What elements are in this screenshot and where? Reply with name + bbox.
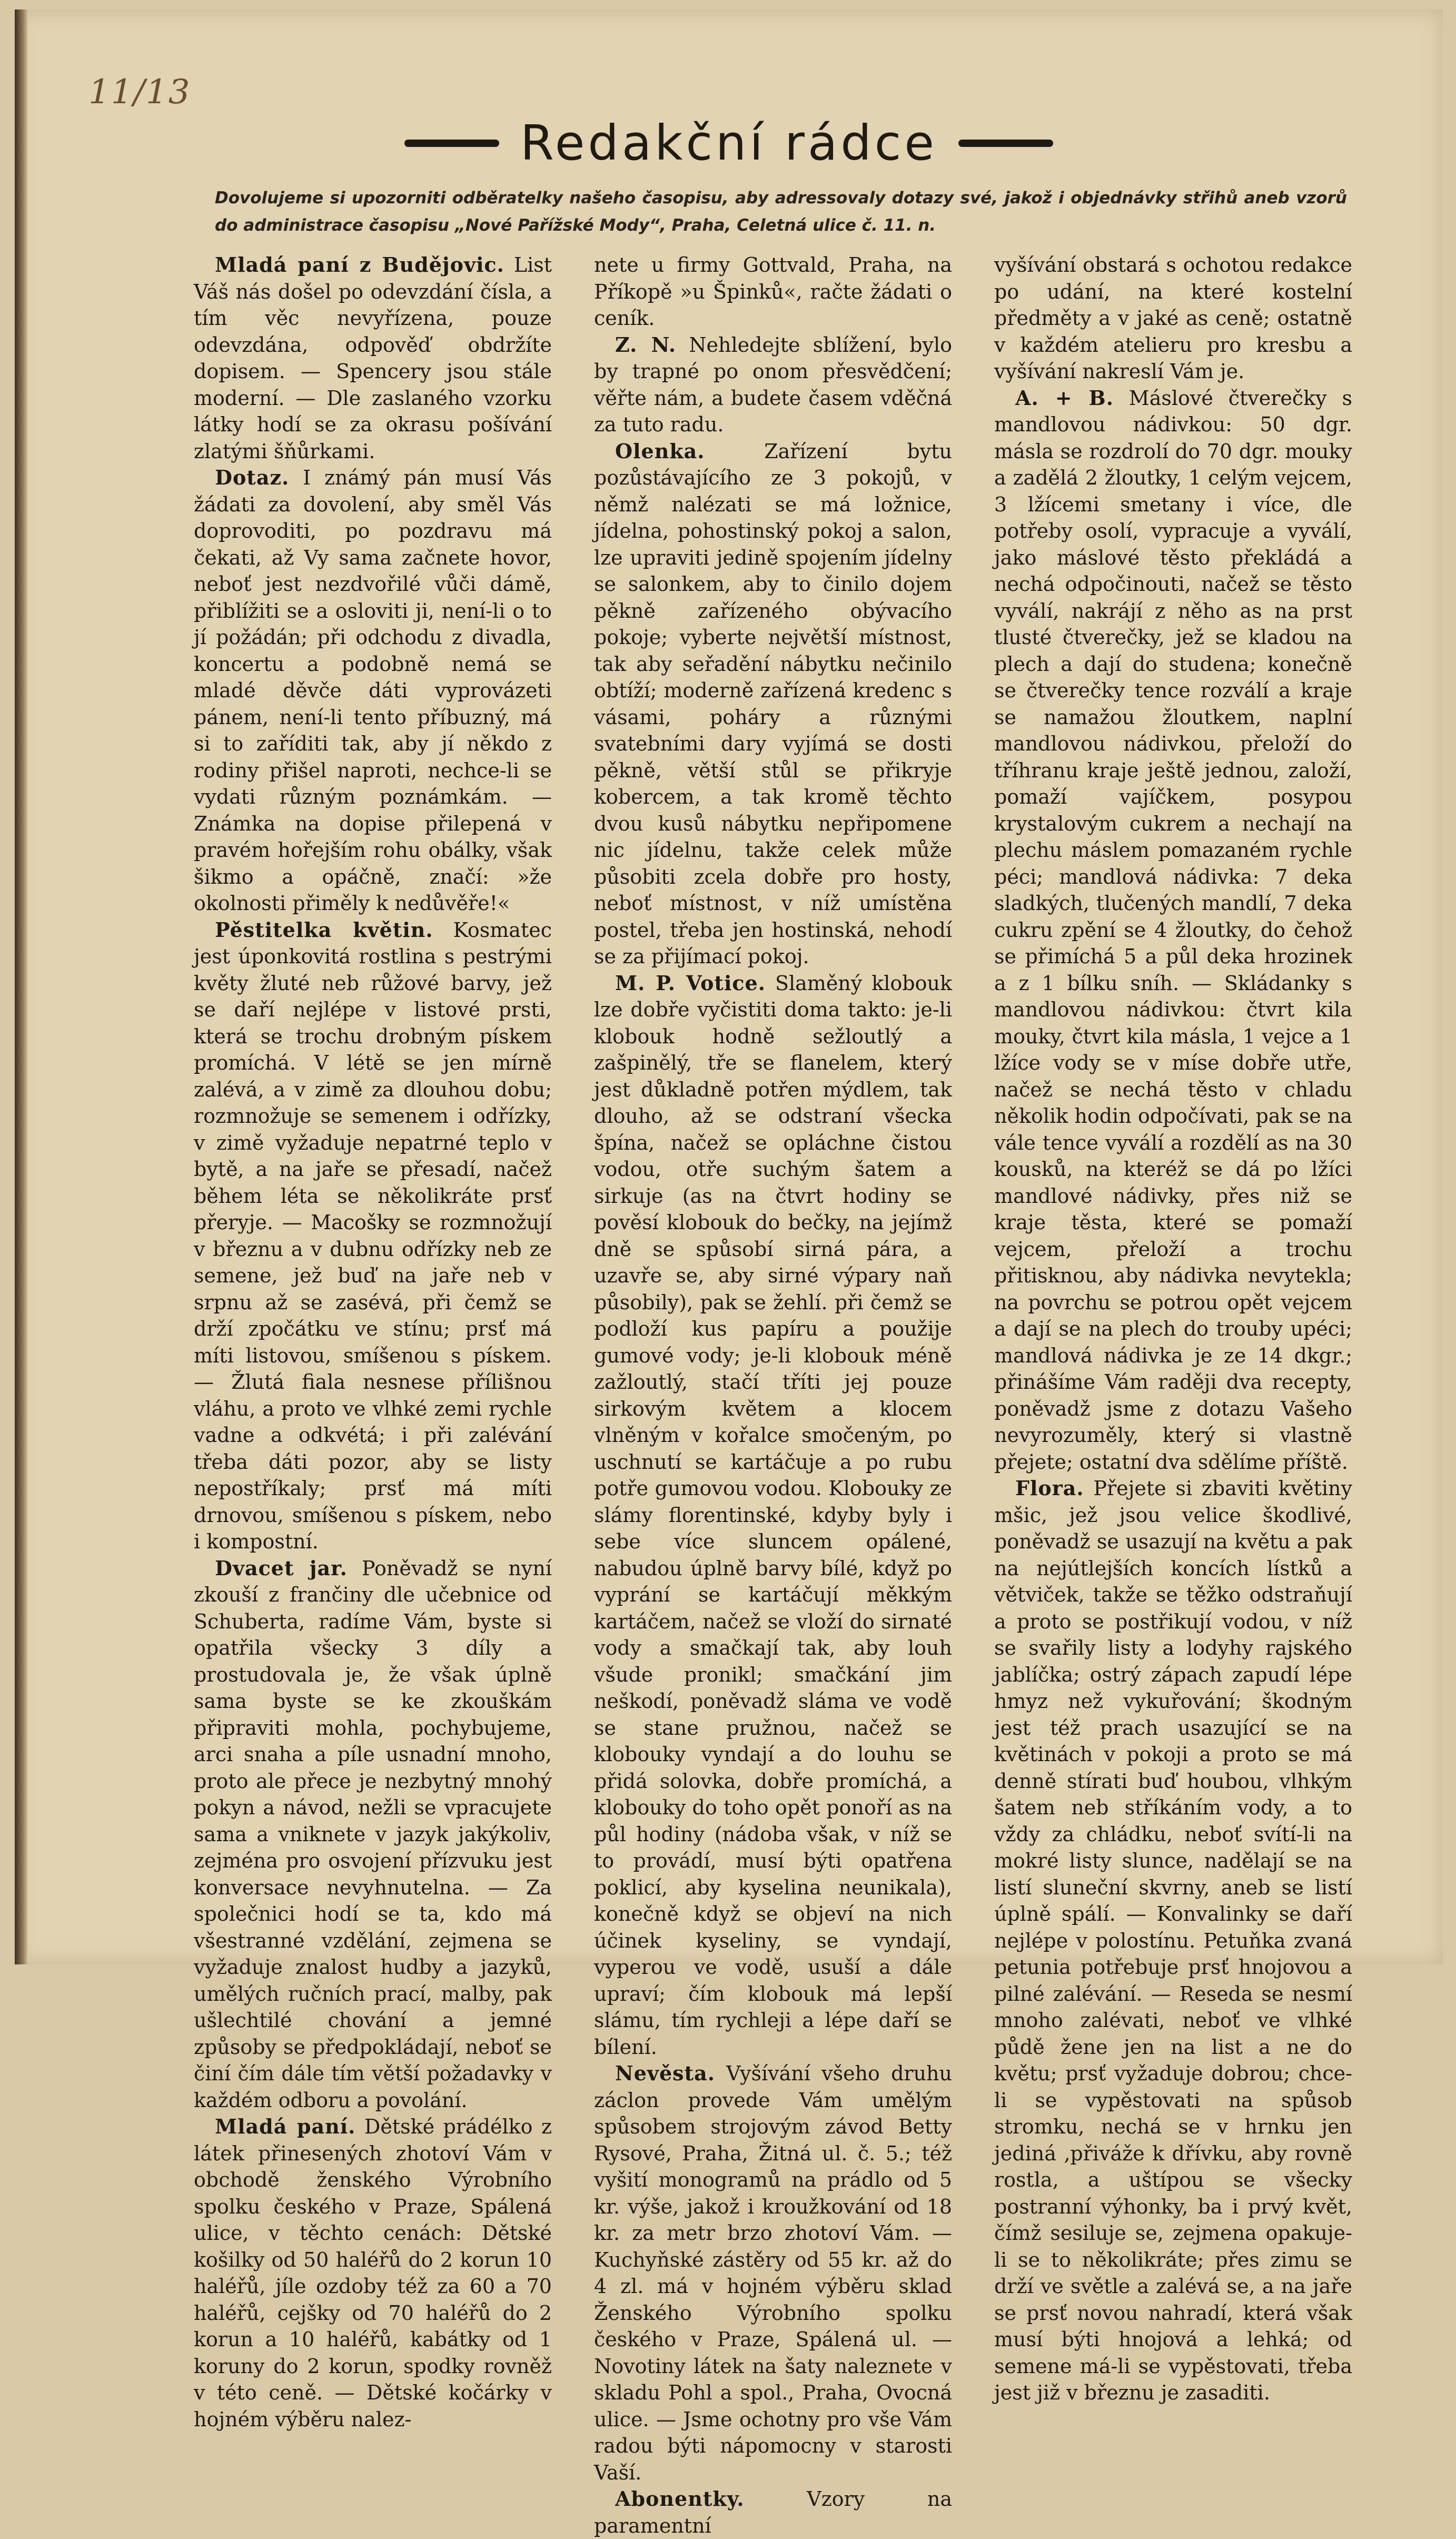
intro-note: Dovolujeme si upozorniti odběratelky našeho časopisu, aby adressovaly dotazy své, jakož i objednávky střihů aneb vzorů do administrace časopisu „Nové Pařížské Mody“, Praha, Celetná ulice č. 11. n.: [215, 189, 1347, 235]
entry-text: Dětské prádélko z látek přinesených zhotoví Vám v obchodě ženského Výrobního spolku českého v Praze, Spálená ulice, v těchto cenách: Dětské košilky od 50 haléřů do 2 korun 10 haléřů, jíle ozdoby též za 60 a 70 haléřů, cejšky od 70 haléřů do 2 korun a 10 haléřů, kabátky od 1 koruny do 2 korun, spodky rovněž v této ceně. — Dětské kočárky v hojném výběru nalez-: [194, 2115, 552, 2431]
advice-entry: [194, 2113, 552, 2433]
advice-entry: [194, 252, 552, 465]
entry-text: Nehledejte sblížení, bylo by trapné po onom přesvědčení; věřte nám, a budete časem vděčná za tuto radu.: [594, 333, 952, 436]
entry-heading: A. + B.: [1015, 386, 1114, 410]
entry-text: I známý pán musí Vás žádati za dovolení, aby směl Vás doprovoditi, po pozdravu má čekati, až Vy sama začnete hovor, neboť jest nezdvořilé vůči dámě, přiblížiti se a osloviti ji, není-li o to jí požádán; při odchodu z divadla, koncertu a podobně nemá se mladé děvče dáti vyprovázeti pánem, není-li tento příbuzný, má si to zaříditi tak, aby jí někdo z rodiny přišel naproti, nechce-li se vydati různým poznámkám. — Známka na dopise přilepená v pravém hořejším rohu obálky, však šikmo a opáčně, značí: »že okolnosti přiměly k nedůvěře!«: [194, 466, 552, 915]
column-3: [994, 252, 1352, 2404]
advice-entry: [194, 465, 552, 917]
entry-text: Slaměný klobouk lze dobře vyčistiti doma takto: je-li klobouk hodně sežloutlý a zašpinělý, tře se flanelem, který jest důkladně potřen mýdlem, tak dlouho, až se odstraní všecka špína, načež se opláchne čistou vodou, otře suchým šatem a sirkuje (as na čtvrt hodiny se pověsí klobouk do bečky, na jejímž dně se spůsobí sirná pára, a uzavře se, aby sirné výpary naň působily), pak se žehlí. při čemž se podloží kus papíru a použije gumové vody; je-li klobouk méně zažloutlý, stačí tříti jej pouze sirkovým květem a klocem vlněným v kořalce smočeným, po uschnutí se kartáčuje a po rubu potře gumovou vodou. Klobouky ze slámy florentinské, kdyby byly i sebe více sluncem opálené, nabudou úplně barvy bílé, když po vyprání se kartáčují měkkým kartáčem, načež se vloží do sirnaté vody a smačkají tak, aby louh všude pronikl; smačkání jim neškodí, poněvadž sláma ve vodě se stane pružnou, načež se klobouky vyndají a do louhu se přidá solovka, dobře promíchá, a klobouky do toho opět ponoří as na půl hodiny (nádoba však, v níž se to provádí, musí býti opatřena poklicí, aby kyselina neunikala), konečně když se objeví na nich účinek kyseliny, se vyndají, vyperou ve vodě, usuší a dále upraví; čím klobouk má lepší slámu, tím rychleji a lépe daří se bílení.: [594, 971, 952, 2059]
entry-text: Zařízení bytu pozůstávajícího ze 3 pokojů, v němž nalézati se má ložnice, jídelna, pohostinský pokoj a salon, lze upraviti jedině spojením jídelny se salonkem, aby to činilo dojem pěkně zařízeného obývacího pokoje; vyberte největší místnost, tak aby seřadění nábytku nečinilo obtíží; moderně zařízená kredenc s vásami, poháry a různými svatebními dary vyjímá se dosti pěkně, větší stůl se přikryje kobercem, a tak kromě těchto dvou kusů nábytku nepřipomene nic jídelnu, takže celek může působiti zcela dobře pro hosty, neboť místnost, v níž umístěna postel, třeba jen hostinská, nehodí se za přijímací pokoj.: [594, 439, 952, 968]
advice-entry: [594, 438, 952, 970]
entry-heading: Dvacet jar.: [215, 1556, 348, 1580]
entry-heading: Olenka.: [615, 439, 705, 463]
advice-entry: [194, 1555, 552, 2114]
column-1: [194, 252, 552, 2431]
advice-entry: [594, 2060, 952, 2486]
entry-text: Máslové čtverečky s mandlovou nádivkou: 50 dgr. másla se rozdrolí do 70 dgr. mouky a zadělá 2 žloutky, 1 celým vejcem, 3 lžícemi smetany i více, dle potřeby osolí, vypracuje a vyválí, jako máslové těsto překládá a nechá odpočinouti, načež se těsto vyválí, nakrájí z něho as na prst tlusté čtverečky, jež se kladou na plech a dají do studena; konečně se čtverečky tence rozválí a kraje se namažou žloutkem, naplní mandlovou nádivkou, přeloží do tříhranu kraje ještě jednou, založí, pomaží vajíčkem, posypou krystalovým cukrem a nechají na plechu máslem pomazaném rychle péci; mandlová nádivka: 7 deka sladkých, tlučených mandlí, 7 deka cukru zpění se 4 žloutky, do čehož se přimíchá 5 a půl deka hrozinek a z 1 bílku sníh. — Skládanky s mandlovou nádivkou: čtvrt kila mouky, čtvrt kila másla, 1 vejce a 1 lžíce vody se v míse dobře utře, načež se nechá těsto v chladu několik hodin odpočívati, pak se na vále tence vyválí a rozdělí as na 30 kousků, na kteréž se dá po lžíci mandlové nádivky, přes niž se kraje těsta, které se pomaží vejcem, přeloží a trochu přitisknou, aby nádivka nevytekla; na povrchu se potrou opět vejcem a dají se na plech do trouby upéci; mandlová nádivka je ze 14 dkgr.; přinášíme Vám raději dva recepty, poněvadž jsme z dotazu Vašeho nevyrozuměly, který si vlastně přejete; ostatní dva sdělíme příště.: [994, 386, 1352, 1474]
entry-heading: Abonentky.: [615, 2487, 745, 2511]
entry-heading: Mladá paní.: [215, 2115, 356, 2138]
entry-text: vyšívání obstará s ochotou redakce po udání, na které kostelní předměty a v jaké as ceně; ostatně v každém atelieru pro kresbu a vyšívání nakreslí Vám je.: [994, 253, 1352, 383]
entry-heading: Dotaz.: [215, 466, 290, 489]
entry-heading: M. P. Votice.: [615, 971, 766, 995]
advice-entry: [594, 332, 952, 438]
advice-entry: [594, 970, 952, 2061]
book-spine: [15, 9, 27, 1964]
entry-text: Poněvadž se nyní zkouší z frančiny dle učebnice od Schuberta, radíme Vám, byste si opatřila všecky 3 díly a prostudovala je, že však úplně sama byste se ke zkouškám připraviti mohla, pochybujeme, arci snaha a píle usnadní mnoho, proto ale přece je nezbytný mnohý pokyn a návod, nežli se vpracujete sama a vniknete v jazyk jakýkoliv, zejména pro osvojení přízvuku jest konversace nevyhnutelna. — Za společnici hodí se ta, kdo má všestranné vzdělání, zejmena se vyžaduje znalost hudby a jazyků, umělých ručních prací, malby, pak ušlechtilé chování a jemné způsoby se předpokládají, neboť se činí čím dále tím větší požadavky v každém odboru a povolání.: [194, 1556, 552, 2112]
entry-text: Kosmatec jest úponkovitá rostlina s pestrými květy žluté neb růžové barvy, jež se daří nejlépe v listové prsti, která se trochu drobným pískem promíchá. V létě se jen mírně zalévá, a v zimě za dlouhou dobu; rozmnožuje se semenem i odřízky, v zimě vyžaduje nepatrné teplo v bytě, a na jaře se přesadí, načež během léta se několikráte prsť přeryje. — Macošky se rozmnožují v březnu a v dubnu odřízky neb ze semene, jež buď na jaře neb v srpnu až se zasévá, při čemž se drží zpočátku ve stínu; prsť má míti listovou, smíšenou s pískem. — Žlutá fiala nesnese přílišnou vláhu, a proto ve vlhké zemi rychle vadne a odkvétá; i při zalévání třeba dáti pozor, aby se listy nepostříkaly; prsť má míti drnovou, smíšenou s pískem, nebo i kompostní.: [194, 918, 552, 1553]
entry-text: List Váš nás došel po odevzdání čísla, a tím věc nevyřízena, pouze odevzdána, odpověď obdržíte dopisem. — Spencery jsou stále moderní. — Dle zaslaného vzorku látky hodí se za okrasu pošívání zlatými šňůrkami.: [194, 253, 552, 463]
advice-entry: [994, 385, 1352, 1476]
page: [15, 9, 1443, 2537]
advice-entry: [594, 2486, 952, 2539]
advice-entry: [594, 252, 952, 332]
entry-heading: Pěstitelka květin.: [215, 917, 433, 942]
advice-entry: [194, 917, 552, 1555]
title-rule-right: [958, 140, 1053, 147]
advice-entry: [994, 252, 1352, 385]
title-rule-left: [404, 140, 499, 147]
advice-entry: [994, 1475, 1352, 2406]
entry-heading: Nevěsta.: [615, 2061, 715, 2085]
handwritten-note: 11/13: [88, 73, 191, 112]
entry-text: Vzory na paramentní: [594, 2487, 952, 2537]
columns: [194, 252, 1352, 2537]
entry-text: nete u firmy Gottvald, Praha, na Příkopě »u Špinků«, račte žádati o ceník.: [594, 253, 952, 330]
page-title: Redakční rádce: [520, 115, 937, 171]
entry-heading: Flora.: [1015, 1476, 1084, 1500]
column-2: [594, 252, 952, 2537]
entry-text: Přejete si zbaviti květiny mšic, jež jsou velice škodlivé, poněvadž se usazují na květu a pak na nejútlejších koncích lístků a větviček, takže se těžko odstraňují a proto se postřikují vodou, v níž se svařily listy a lodyhy rajského jablíčka; ostrý zápach zapudí lépe hmyz než vykuřování; škodným jest též prach usazující se na květinách v pokoji a proto se má denně stírati buď houbou, vlhkým šatem neb stříkáním vody, a to vždy za chládku, neboť svítí-li na mokré listy slunce, nadělají se na listí sluneční skvrny, aneb se listí úplně spálí. — Konvalinky se daří nejlépe v polostínu. Petuňka zvaná petunia potřebuje prsť hnojovou a pilné zalévání. — Reseda se nesmí mnoho zalévati, neboť ve vlhké půdě žene jen na list a ne do květu; prsť vyžaduje dobrou; chce-li se vypěstovati na spůsob stromku, nechá se v hrnku jen jediná ‚přiváže k dřívku, aby rovně rostla, a uštípou se všecky postranní výhonky, ba i prvý květ, čímž sesiluje se, zejmena opakuje-li se to několikráte; přes zimu se drží ve světle a zalévá se, a na jaře se prsť novou nahradí, která však musí býti hnojová a lehká; od semene má-li se vypěstovati, třeba jest již v březnu je zasaditi.: [994, 1477, 1352, 2404]
entry-heading: Z. N.: [615, 332, 677, 357]
entry-text: Vyšívání všeho druhu záclon provede Vám umělým spůsobem strojovým závod Betty Rysové, Praha, Žitná ul. č. 5.; též vyšití monogramů na prádlo od 5 kr. výše, jakož i kroužkování od 18 kr. za metr brzo zhotoví Vám. — Kuchyňské zástěry od 55 kr. až do 4 zl. má v hojném výběru sklad Ženského Výrobního spolku českého v Praze, Spálená ul. — Novotiny látek na šaty naleznete v skladu Pohl a spol., Praha, Ovocná ulice. — Jsme ochotny pro vše Vám radou býti nápomocny v starosti Vaší.: [594, 2062, 952, 2484]
entry-heading: Mladá paní z Budějovic.: [215, 253, 504, 276]
title-row: [15, 115, 1443, 171]
